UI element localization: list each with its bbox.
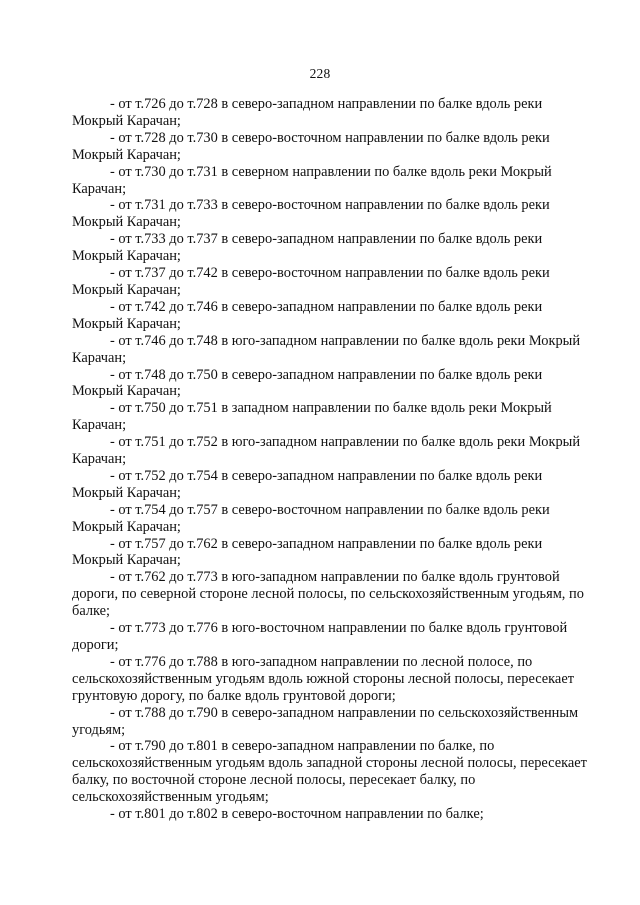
border-segment-paragraph: - от т.751 до т.752 в юго-западном направлении по балке вдоль реки Мокрый Карачан;: [72, 434, 581, 468]
border-segment-paragraph: - от т.730 до т.731 в северном направлении по балке вдоль реки Мокрый Карачан;: [72, 163, 552, 197]
border-segment-paragraph: - от т.728 до т.730 в северо-восточном направлении по балке вдоль реки Мокрый Карачан;: [72, 129, 550, 163]
page-number: 228: [309, 66, 331, 81]
border-segment-paragraph: - от т.731 до т.733 в северо-восточном направлении по балке вдоль реки Мокрый Карачан;: [72, 197, 550, 231]
border-segment-paragraph: - от т.788 до т.790 в северо-западном направлении по сельскохозяйственным угодьям;: [72, 704, 579, 738]
border-segment-paragraph: - от т.750 до т.751 в западном направлении по балке вдоль реки Мокрый Карачан;: [72, 400, 552, 434]
border-segment-paragraph: - от т.754 до т.757 в северо-восточном направлении по балке вдоль реки Мокрый Карачан;: [72, 501, 550, 535]
document-body: [72, 96, 592, 823]
border-segment-paragraph: - от т.733 до т.737 в северо-западном направлении по балке вдоль реки Мокрый Карачан;: [72, 231, 543, 265]
border-segment-paragraph: - от т.790 до т.801 в северо-западном направлении по балке, по сельскохозяйственным угодьям вдоль западной стороны лесной полосы, пересекает балку, по восточной стороне лесной полосы, пересекает балку, по сельскохозяйственным угодьям;: [72, 738, 587, 806]
border-segment-paragraph: - от т.752 до т.754 в северо-западном направлении по балке вдоль реки Мокрый Карачан;: [72, 467, 543, 501]
border-segment-paragraph: - от т.757 до т.762 в северо-западном направлении по балке вдоль реки Мокрый Карачан;: [72, 535, 543, 569]
border-segment-paragraph: - от т.742 до т.746 в северо-западном направлении по балке вдоль реки Мокрый Карачан;: [72, 298, 543, 332]
border-segment-paragraph: - от т.746 до т.748 в юго-западном направлении по балке вдоль реки Мокрый Карачан;: [72, 332, 581, 366]
border-segment-paragraph: - от т.726 до т.728 в северо-западном направлении по балке вдоль реки Мокрый Карачан;: [72, 96, 543, 129]
border-segment-paragraph: - от т.776 до т.788 в юго-западном направлении по лесной полосе, по сельскохозяйственным угодьям вдоль южной стороны лесной полосы, пересекает грунтовую дорогу, по балке вдоль грунтовой дороги;: [72, 653, 574, 704]
border-segment-paragraph: - от т.762 до т.773 в юго-западном направлении по балке вдоль грунтовой дороги, по северной стороне лесной полосы, по сельскохозяйственным угодьям, по балке;: [72, 569, 584, 620]
border-segment-paragraph: - от т.801 до т.802 в северо-восточном направлении по балке;: [110, 806, 484, 823]
border-segment-paragraph: - от т.773 до т.776 в юго-восточном направлении по балке вдоль грунтовой дороги;: [72, 620, 568, 653]
border-segment-paragraph: - от т.748 до т.750 в северо-западном направлении по балке вдоль реки Мокрый Карачан;: [72, 366, 543, 400]
border-segment-paragraph: - от т.737 до т.742 в северо-восточном направлении по балке вдоль реки Мокрый Карачан;: [72, 265, 550, 298]
